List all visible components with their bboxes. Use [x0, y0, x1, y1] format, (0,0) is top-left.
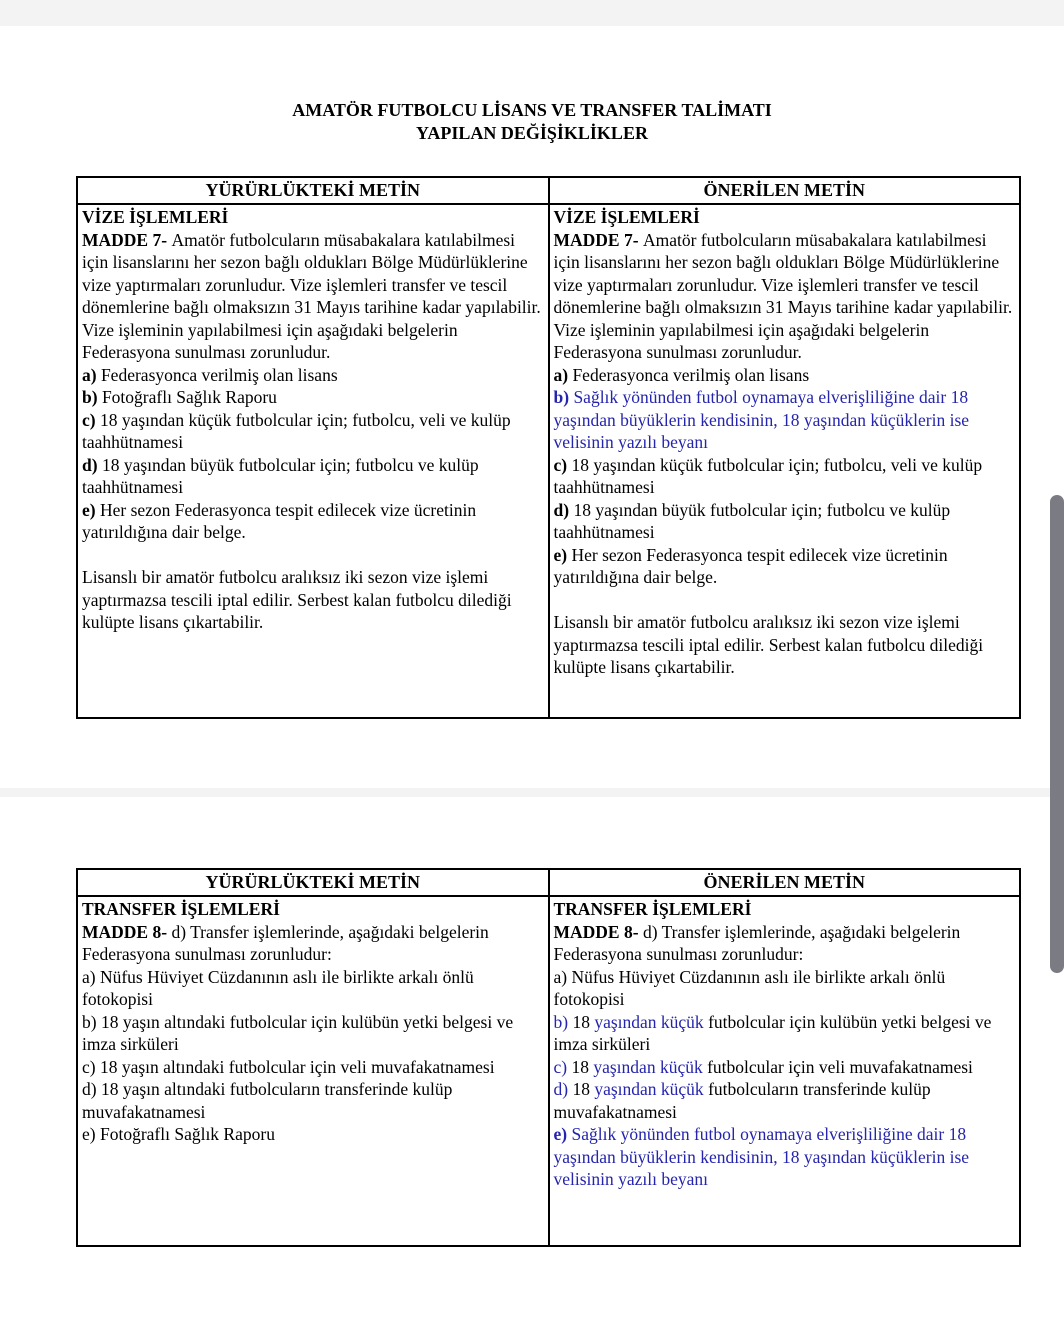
text-run: Sağlık yönünden futbol oynamaya elverişliliğine dair 18 yaşından büyüklerin kendisinin, 18 yaşından küçüklerin ise velisinin yazılı beyanı — [553, 387, 970, 452]
paragraph — [82, 1078, 542, 1123]
paragraph — [554, 454, 1014, 499]
text-run: Her sezon Federasyonca tespit edilecek vize ücretinin yatırıldığına dair belge. — [553, 544, 948, 587]
proposed-text-cell — [548, 205, 1020, 717]
table-header-row — [78, 178, 1019, 205]
paragraph — [82, 898, 542, 921]
text-run: Federasyonca verilmiş olan lisans — [100, 364, 338, 385]
text-run: b) — [82, 387, 102, 407]
paragraph — [554, 921, 1014, 966]
text-run: d) — [82, 454, 102, 475]
text-run: d) — [553, 499, 574, 520]
paragraph — [82, 921, 542, 966]
comparison-table-vize — [76, 176, 1021, 719]
paragraph — [554, 206, 1014, 229]
current-text-cell — [78, 897, 548, 1245]
paragraph — [554, 386, 1014, 454]
paragraph — [82, 386, 542, 409]
text-run: Lisanslı bir amatör futbolcu aralıksız iki sezon vize işlemi yaptırmazsa tescili iptal edilir. Serbest kalan futbolcu dilediği kulüpte lisans çıkartabilir. — [553, 612, 984, 677]
text-run: Amatör futbolcuların müsabakalara katılabilmesi için lisanslarını her sezon bağlı oldukları Bölge Müdürlüklerine vize yaptırmaları zorunludur. Vize işlemleri transfer ve tescil dönemlerine bağlı olmaksızın 31 Mayıs tarihine kadar yapılabilir. Vize işleminin yapılabilmesi için aşağıdaki belgelerin Federasyona sunulması zorunludur. — [553, 229, 1013, 362]
paragraph — [554, 1011, 1014, 1056]
text-run: 18 — [571, 1056, 594, 1077]
column-header-current: YÜRÜRLÜKTEKİ METİN — [205, 872, 421, 892]
text-run: c) 18 yaşın altındaki futbolcular için veli muvafakatnamesi — [82, 1056, 495, 1077]
top-gutter — [0, 0, 1064, 26]
text-run: yaşından küçük — [593, 1056, 703, 1077]
text-run: TRANSFER İŞLEMLERİ — [553, 899, 752, 919]
paragraph — [82, 229, 542, 364]
text-run: Her sezon Federasyonca tespit edilecek vize ücretinin yatırıldığına dair belge. — [82, 499, 477, 542]
text-run: futbolcuların transferinde kulüp muvafakatnamesi — [553, 1079, 931, 1122]
paragraph — [82, 566, 542, 634]
text-run: yaşından küçük — [594, 1011, 704, 1032]
page-gap — [0, 788, 1064, 797]
paragraph — [82, 966, 542, 1011]
text-run: yaşından küçük — [594, 1079, 704, 1099]
paragraph — [554, 1078, 1014, 1123]
text-run: 18 yaşından küçük futbolcular için; futbolcu, veli ve kulüp taahhütnamesi — [553, 454, 983, 497]
text-run: Fotoğraflı Sağlık Raporu — [101, 387, 277, 407]
text-run: b) 18 yaşın altındaki futbolcular için kulübün yetki belgesi ve imza sirküleri — [82, 1011, 514, 1054]
table-body-row — [78, 897, 1019, 1245]
document-subtitle: YAPILAN DEĞİŞİKLİKLER — [416, 123, 648, 143]
paragraph — [554, 1123, 1014, 1191]
text-run: d) — [553, 1079, 573, 1099]
text-run: a) Nüfus Hüviyet Cüzdanının aslı ile birlikte arkalı önlü fotokopisi — [553, 966, 946, 1009]
paragraph — [82, 1056, 542, 1079]
text-run: 18 yaşından büyük futbolcular için; futbolcu ve kulüp taahhütnamesi — [553, 499, 951, 542]
text-run: d) 18 yaşın altındaki futbolcuların transferinde kulüp muvafakatnamesi — [82, 1079, 453, 1122]
paragraph — [554, 611, 1014, 679]
text-run: d) Transfer işlemlerinde, aşağıdaki belgelerin Federasyona sunulması zorunludur: — [553, 921, 961, 964]
paragraph — [554, 499, 1014, 544]
text-run: TRANSFER İŞLEMLERİ — [82, 899, 280, 919]
text-run: e) — [553, 1124, 572, 1144]
table-header-row — [78, 870, 1019, 897]
text-run: 18 yaşından küçük futbolcular için; futbolcu, veli ve kulüp taahhütnamesi — [82, 409, 511, 452]
paragraph — [554, 1056, 1014, 1079]
text-run: futbolcular için kulübün yetki belgesi ve imza sirküleri — [553, 1011, 992, 1054]
paragraph — [82, 409, 542, 454]
text-run: Amatör futbolcuların müsabakalara katılabilmesi için lisanslarını her sezon bağlı oldukları Bölge Müdürlüklerine vize yaptırmaları zorunludur. Vize işlemleri transfer ve tescil dönemlerine bağlı olmaksızın 31 Mayıs tarihine kadar yapılabilir. Vize işleminin yapılabilmesi için aşağıdaki belgelerin Federasyona sunulması zorunludur. — [82, 229, 541, 362]
paragraph — [82, 364, 542, 387]
text-run: MADDE 7- — [553, 229, 643, 250]
paragraph — [82, 454, 542, 499]
text-run: a) Nüfus Hüviyet Cüzdanının aslı ile birlikte arkalı önlü fotokopisi — [82, 966, 474, 1009]
text-run: a) — [82, 364, 101, 385]
text-run: e) Fotoğraflı Sağlık Raporu — [82, 1124, 275, 1144]
paragraph — [554, 898, 1014, 921]
comparison-table-transfer — [76, 868, 1021, 1247]
text-run: a) — [553, 364, 573, 385]
paragraph — [82, 206, 542, 229]
text-run: c) — [553, 454, 572, 475]
text-run: VİZE İŞLEMLERİ — [553, 207, 700, 227]
text-run: 18 — [572, 1011, 595, 1032]
text-run: c) — [82, 409, 100, 430]
current-text-cell — [78, 205, 548, 717]
page-1 — [0, 26, 1064, 788]
text-run: Sağlık yönünden futbol oynamaya elverişliliğine dair 18 yaşından büyüklerin kendisinin, 18 yaşından küçüklerin ise velisinin yazılı beyanı — [553, 1124, 970, 1189]
column-header-proposed: ÖNERİLEN METİN — [548, 178, 1020, 203]
text-run: c) — [553, 1056, 572, 1077]
text-run: e) — [82, 499, 100, 520]
text-run: 18 — [572, 1079, 595, 1099]
text-run: b) — [553, 1011, 573, 1032]
paragraph — [554, 544, 1014, 589]
table-body-row — [78, 205, 1019, 717]
paragraph — [554, 966, 1014, 1011]
paragraph — [554, 229, 1014, 364]
text-run: d) Transfer işlemlerinde, aşağıdaki belgelerin Federasyona sunulması zorunludur: — [82, 921, 489, 964]
paragraph — [554, 589, 1014, 612]
text-run: Lisanslı bir amatör futbolcu aralıksız iki sezon vize işlemi yaptırmazsa tescili iptal edilir. Serbest kalan futbolcu dilediği kulüpte lisans çıkartabilir. — [82, 567, 512, 632]
paragraph — [82, 499, 542, 544]
text-run: MADDE 8- — [553, 921, 643, 942]
text-run: MADDE 7- — [82, 229, 172, 250]
text-run: b) — [553, 387, 574, 407]
proposed-text-cell — [548, 897, 1020, 1245]
text-run: e) — [553, 544, 572, 565]
document-title-block — [0, 99, 1064, 145]
text-run: futbolcular için veli muvafakatnamesi — [702, 1056, 973, 1077]
paragraph — [554, 364, 1014, 387]
document-title: AMATÖR FUTBOLCU LİSANS VE TRANSFER TALİMATI — [292, 100, 772, 120]
column-header-proposed: ÖNERİLEN METİN — [548, 870, 1020, 895]
paragraph — [82, 1011, 542, 1056]
paragraph — [82, 544, 542, 567]
paragraph — [82, 1123, 542, 1146]
text-run: 18 yaşından büyük futbolcular için; futbolcu ve kulüp taahhütnamesi — [82, 454, 479, 497]
column-header-current: YÜRÜRLÜKTEKİ METİN — [205, 180, 421, 200]
text-run: MADDE 8- — [82, 921, 172, 942]
text-run: VİZE İŞLEMLERİ — [82, 207, 229, 227]
page-2 — [0, 797, 1064, 1331]
text-run: Federasyonca verilmiş olan lisans — [572, 364, 810, 385]
scrollbar-thumb[interactable] — [1050, 495, 1064, 973]
